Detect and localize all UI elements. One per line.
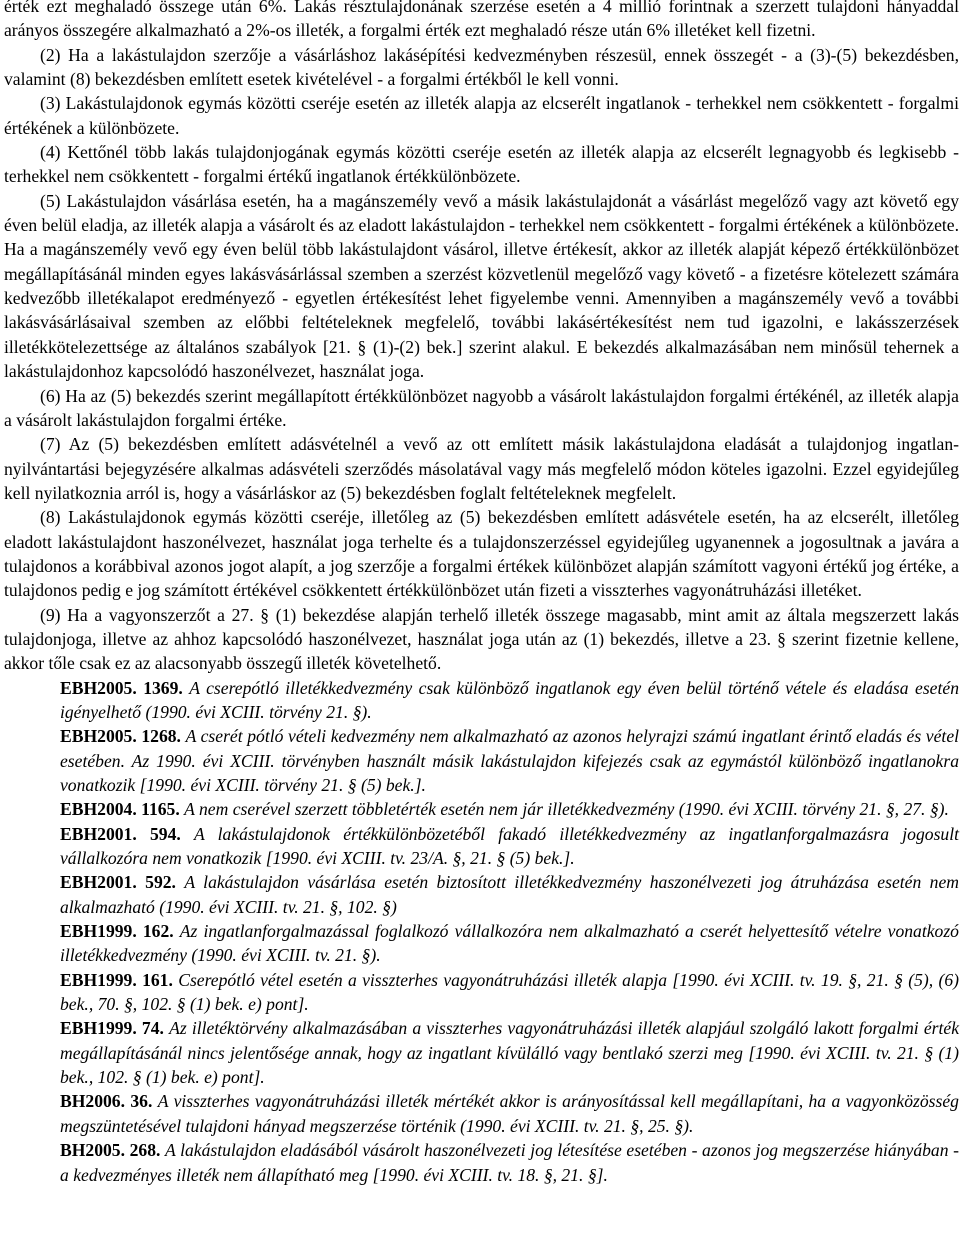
- case-summary: A cserét pótló vételi kedvezmény nem alkalmazható az azonos helyrajzi számú ingatlant érintő eladás és vétel esetében. Az 1990. évi XCIII. törvényben használt másik lakástulajdon kifejezés csak az egymástól különböző ingatlanokra vonatkozik [1990. évi XCIII. törvény 21. § (5) bek.].: [60, 726, 960, 795]
- case-summary: A visszterhes vagyonátruházási illeték mértékét akkor is arányosítással kell megállapítani, ha a vagyonközösség megszüntetésével tulajdoni hányad megszerzése történik (1990. évi XCIII. tv. 21. §, 25. §).: [60, 1091, 959, 1136]
- paragraph-4: (4) Kettőnél több lakás tulajdonjogának egymás közötti cseréje esetén az illeték alapja az elcserélt legnagyobb és legkisebb - terhekkel nem csökkentett - forgalmi értékű ingatlanok értékkülönbözete.: [4, 142, 959, 187]
- case-summary: Cserepótló vétel esetén a visszterhes vagyonátruházási illeték alapja [1990. évi XCIII. tv. 19. §, 21. § (5), (6) bek., 70. §, 102. § (1) bek. e) pont].: [60, 969, 959, 1015]
- paragraph-5: (5) Lakástulajdon vásárlása esetén, ha a magánszemély vevő a másik lakástulajdonát a vásárlást megelőző vagy azt követő egy éven belül eladja, az illeték alapja a vásárolt és az eladott lakástulajdon - terhekkel nem csökkentett - forgalmi értékének a különbözete. Ha a magánszemély vevő egy éven belül több lakástulajdont vásárol, illetve értékesít, akkor az illeték alapját képező értékkülönbözet megállapításánál minden egyes lakásvásárlással szemben a szerzést közvetlenül megelőző vagy követő - a fizetésre kötelezett számára kedvezőbb illetékalapot eredményező - egyetlen értékesítést lehet figyelembe venni. Amennyiben a magánszemély vevő a további lakásvásárlásaival szemben az előbbi feltételeknek megfelelő, további lakásértékesítést nem tud igazolni, e lakásszerzések illetékkötelezettsége az általános szabályok [21. § (1)-(2) bek.] szerint alakul. E bekezdés alkalmazásában nem minősül tehernek a lakástulajdonhoz kapcsolódó haszonélvezet, használat joga.: [4, 190, 959, 382]
- case-code: EBH1999. 162.: [60, 921, 174, 942]
- case-summary: A lakástulajdon eladásából vásárolt haszonélvezeti jog létesítése esetében - azonos jog megszerzése hiányában - a kedvezményes illeték nem állapítható meg [1990. évi XCIII. tv. 18. §, 21. §].: [60, 1140, 959, 1185]
- case-code: EBH2005. 1369.: [60, 677, 183, 698]
- case-code: EBH2001. 592.: [60, 872, 176, 893]
- paragraph-9: (9) Ha a vagyonszerzőt a 27. § (1) bekezdése alapján terhelő illeték összege magasabb, mint amit az általa megszerzett lakás tulajdonjoga, illetve az ahhoz kapcsolódó haszonélvezet, használat joga után az (1) bekezdés, illetve a 23. § szerint fizetnie kellene, akkor tőle csak ez az alacsonyabb összegű illeték követelhető.: [4, 604, 959, 674]
- case-reference-4: [4, 822, 959, 871]
- case-summary: A nem cserével szerzett többletérték esetén nem jár illetékkedvezmény (1990. évi XCIII. törvény 21. §, 27. §).: [184, 799, 949, 820]
- case-code: EBH2001. 594.: [60, 823, 181, 844]
- case-summary: A cserepótló illetékkedvezmény csak különböző ingatlanok egy éven belül történő vétele és eladása esetén igényelhető (1990. évi XCIII. törvény 21. §).: [60, 677, 959, 722]
- case-summary: Az ingatlanforgalmazással foglalkozó vállalkozóra nem alkalmazható a cserét helyettesítő vételre vonatkozó illetékkedvezmény (1990. évi XCIII. tv. 21. §).: [60, 921, 959, 966]
- paragraph-3: (3) Lakástulajdonok egymás közötti cseréje esetén az illeték alapja az elcserélt ingatlanok - terhekkel nem csökkentett - forgalmi értékének a különbözete.: [4, 93, 959, 138]
- case-code: BH2005. 268.: [60, 1140, 161, 1161]
- document-page: [4, 0, 959, 1187]
- case-code: EBH2005. 1268.: [60, 726, 181, 747]
- case-code: EBH1999. 74.: [60, 1018, 164, 1039]
- case-reference-1: [4, 676, 959, 725]
- paragraph-8: (8) Lakástulajdonok egymás közötti cseréje, illetőleg az (5) bekezdésben említett adásvétele esetén, ha az elcserélt, illetőleg eladott lakástulajdont haszonélvezet, használat joga terhelte és a tulajdonszerzéssel egyidejűleg ugyanennek a jogosultnak a javára a tulajdonos a korábbival azonos jogot alapít, a jog szerzője a forgalmi értékek különbözet alapján számított vagyoni értékű jog értéke, a tulajdonos pedig e jog számított értékével csökkentett értékkülönbözet után fizeti a visszterhes vagyonátruházási illetéket.: [4, 507, 959, 601]
- case-reference-3: [4, 797, 959, 821]
- case-code: BH2006. 36.: [60, 1091, 153, 1112]
- paragraph-2: (2) Ha a lakástulajdon szerzője a vásárláshoz lakásépítési kedvezményben részesül, ennek összegét - a (3)-(5) bekezdésben, valamint (8) bekezdésben említett esetek kivételével - a forgalmi értékből le kell vonni.: [4, 44, 959, 90]
- case-summary: A lakástulajdonok értékkülönbözetéből fakadó illetékkedvezmény az ingatlanforgalmazásra jogosult vállalkozóra nem vonatkozik [1990. évi XCIII. tv. 23/A. §, 21. § (5) bek.].: [60, 823, 959, 869]
- case-reference-5: [4, 870, 959, 919]
- case-reference-7: [4, 968, 959, 1017]
- case-reference-9: [4, 1089, 959, 1138]
- case-code: EBH2004. 1165.: [60, 799, 180, 820]
- case-summary: Az illetéktörvény alkalmazásában a visszterhes vagyonátruházási illeték alapjául szolgáló lakott forgalmi érték megállapításánál nincs jelentősége annak, hogy az ingatlant kívülálló vagy bentlakó szerzi meg [1990. évi XCIII. tv. 21. § (1) bek., 102. § (1) bek. e) pont].: [60, 1018, 960, 1088]
- case-reference-10: [4, 1138, 959, 1187]
- case-reference-8: [4, 1016, 959, 1089]
- paragraph-continuation: érték ezt meghaladó összege után 6%. Lakás résztulajdonának szerzése esetén a 4 millió forintnak a szerzett tulajdoni hányaddal arányos összegére alkalmazható a 2%-os illeték, a forgalmi érték ezt meghaladó része után 6% illetéket kell fizetni.: [4, 0, 959, 41]
- case-code: EBH1999. 161.: [60, 969, 173, 990]
- paragraph-7: (7) Az (5) bekezdésben említett adásvételnél a vevő az ott említett másik lakástulajdona eladását a tulajdonjog ingatlan-nyilvántartási bejegyzésére alkalmas adásvételi szerződés másolatával vagy más megfelelő módon köteles igazolni. Ezzel egyidejűleg kell nyilatkoznia arról is, hogy a vásárláskor az (5) bekezdésben foglalt feltételeknek megfelelt.: [4, 434, 959, 503]
- paragraph-6: (6) Ha az (5) bekezdés szerint megállapított értékkülönbözet nagyobb a vásárolt lakástulajdon forgalmi értékénél, az illeték alapja a vásárolt lakástulajdon forgalmi értéke.: [4, 385, 959, 430]
- case-reference-2: [4, 724, 959, 797]
- case-reference-6: [4, 919, 959, 968]
- case-summary: A lakástulajdon vásárlása esetén biztosított illetékkedvezmény haszonélvezeti jog átruházása esetén nem alkalmazható (1990. évi XCIII. tv. 21. §, 102. §): [60, 872, 959, 917]
